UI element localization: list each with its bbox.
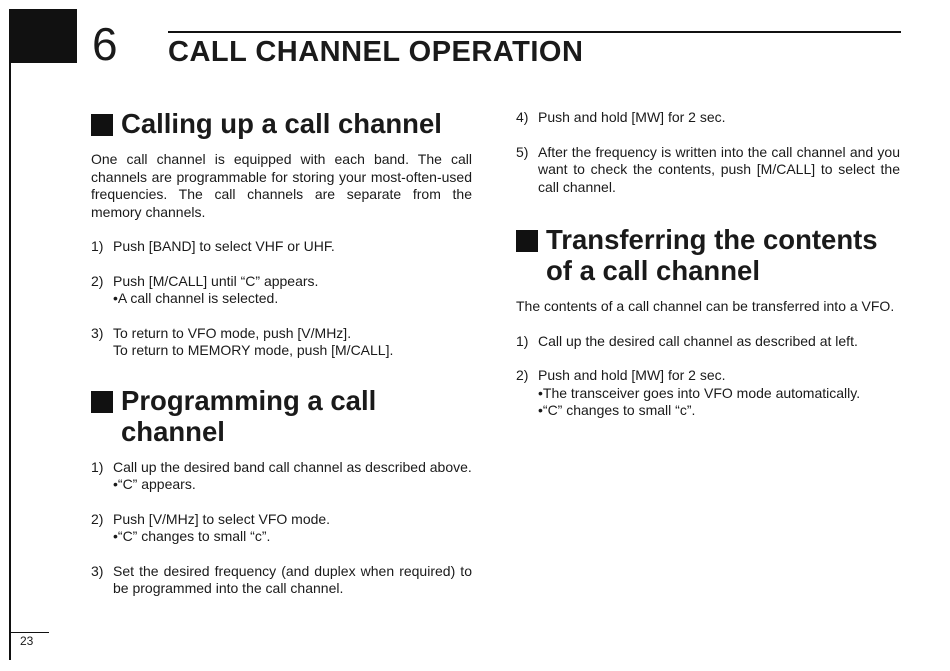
header-rule — [168, 31, 901, 33]
list-item: 5) After the frequency is written into the call channel and you want to check the contents, push [M/CALL] to select the call channel. — [516, 143, 900, 195]
chapter-tab-marker — [9, 9, 77, 63]
list-item: 3) Set the desired frequency (and duplex when required) to be programmed into the call channel. — [91, 562, 472, 596]
list-item: 2) Push [V/MHz] to select VFO mode. •“C” changes to small “c”. — [91, 511, 472, 546]
section-heading-programming: Programming a call channel — [91, 385, 472, 447]
chapter-title: CALL CHANNEL OPERATION — [168, 36, 584, 68]
heading-square-bullet-icon — [91, 391, 113, 413]
bullet-note: •The transceiver goes into VFO mode automatically. — [538, 384, 861, 401]
section-intro: The contents of a call channel can be transferred into a VFO. — [516, 298, 895, 314]
section-intro: One call channel is equipped with each band. The call channels are programmable for storing your most-often-used frequencies. The call channels are separate from the memory channels. — [91, 151, 472, 220]
bullet-note: •“C” changes to small “c”. — [113, 528, 271, 544]
section-heading-calling-up: Calling up a call channel — [91, 108, 472, 139]
section-heading-transferring: Transferring the contents of a call channel — [516, 224, 900, 286]
footer-rule — [9, 632, 49, 633]
heading-square-bullet-icon — [91, 114, 113, 136]
left-column — [91, 108, 472, 598]
bullet-note: •A call channel is selected. — [113, 290, 279, 306]
heading-square-bullet-icon — [516, 230, 538, 252]
list-item: 1) Call up the desired band call channel as described above. •“C” appears. — [91, 458, 472, 492]
margin-rule — [9, 63, 11, 660]
list-item: 4) Push and hold [MW] for 2 sec. — [516, 109, 726, 125]
list-item: 2) Push [M/CALL] until “C” appears. •A call channel is selected. — [91, 273, 472, 308]
list-item: 1) Push [BAND] to select VHF or UHF. — [91, 238, 335, 254]
bullet-note: •“C” appears. — [113, 476, 196, 492]
list-item: 2) Push and hold [MW] for 2 sec. •The transceiver goes into VFO mode automatically. •“C” changes to small “c”. — [516, 367, 900, 420]
chapter-number: 6 — [92, 18, 118, 70]
bullet-note: •“C” changes to small “c”. — [538, 402, 696, 418]
page-number: 23 — [20, 634, 34, 648]
list-item: 1) Call up the desired call channel as described at left. — [516, 332, 858, 349]
list-item: 3) To return to VFO mode, push [V/MHz]. To return to MEMORY mode, push [M/CALL]. — [91, 324, 394, 358]
right-column — [516, 108, 900, 420]
